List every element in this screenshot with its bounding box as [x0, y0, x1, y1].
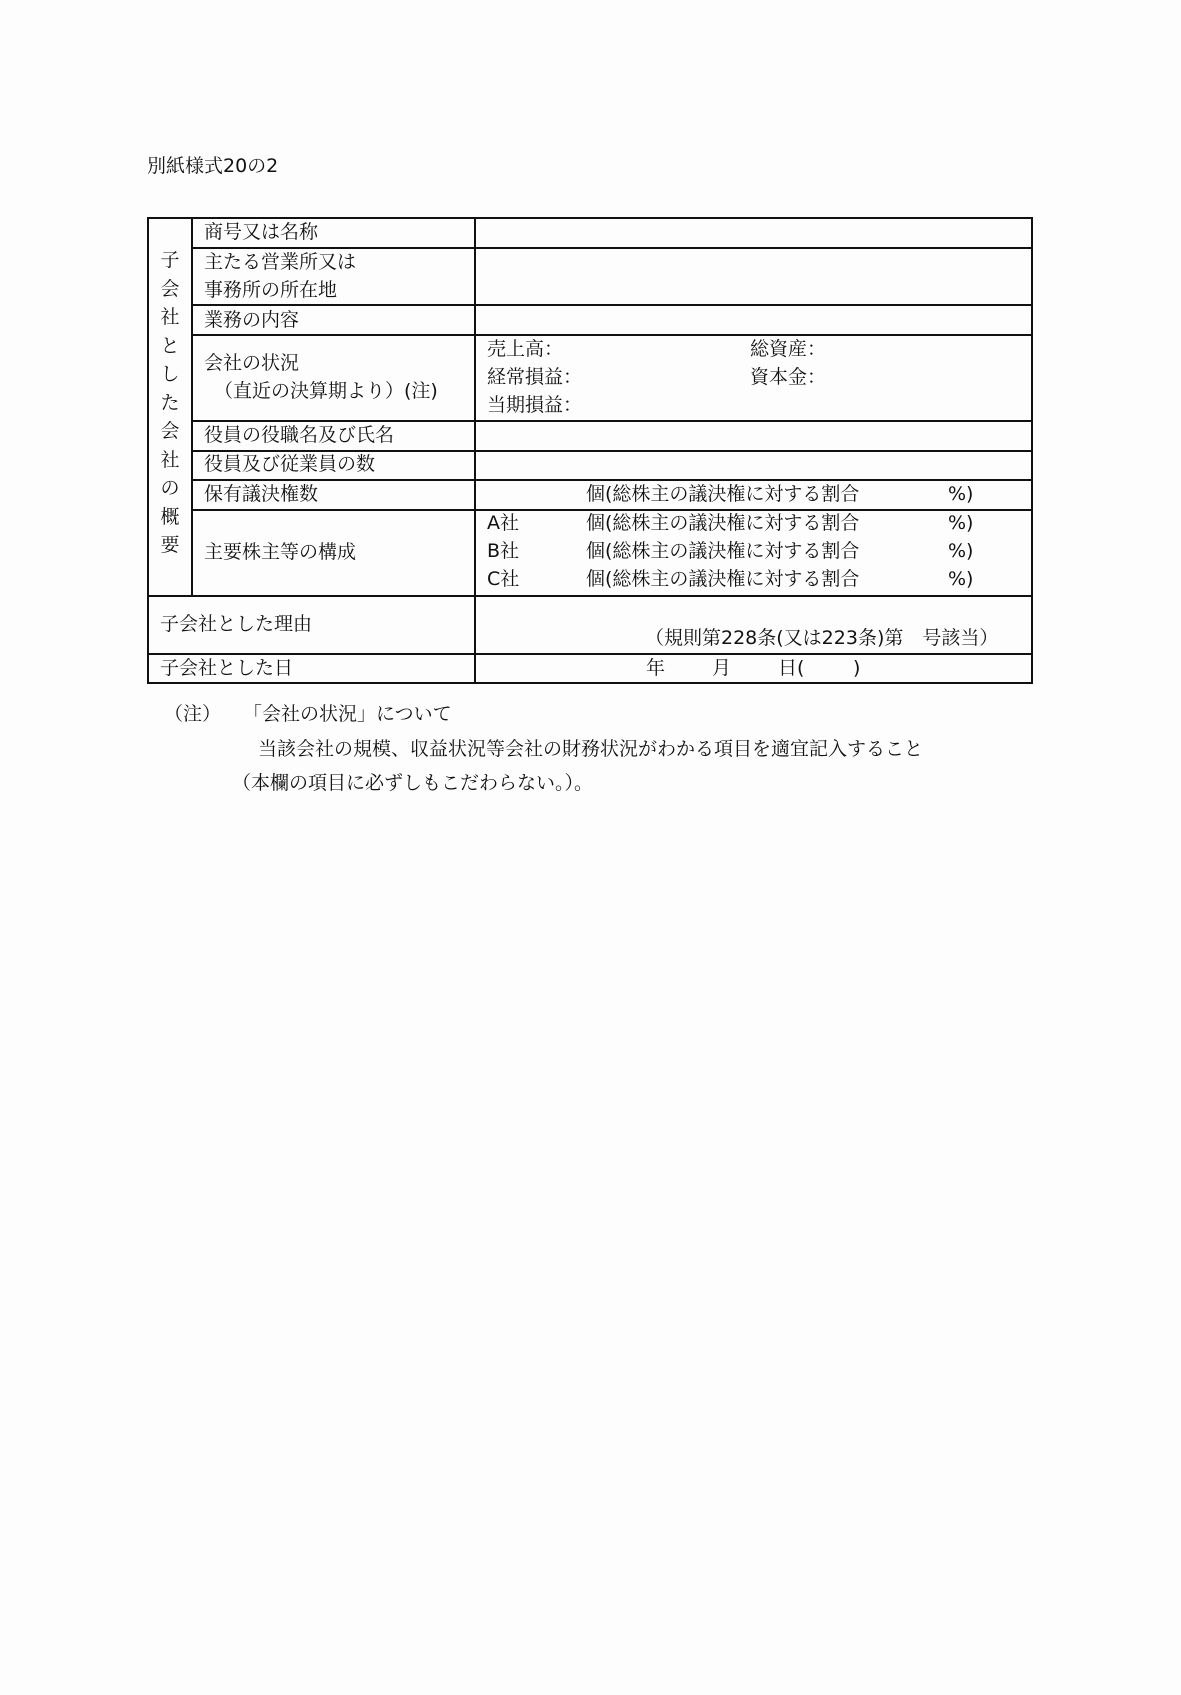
- label-net-profit: 当期損益：: [487, 394, 583, 416]
- field-business[interactable]: [477, 306, 1030, 334]
- voting-rights-units: 個(総株主の議決権に対する割合: [586, 483, 860, 505]
- row-divider: [147, 595, 1033, 597]
- field-officers[interactable]: [477, 422, 1030, 450]
- label-business: 業務の内容: [204, 309, 300, 331]
- form-number-heading: 別紙様式20の2: [147, 155, 279, 177]
- date-month: 月: [712, 657, 732, 679]
- label-date: 子会社とした日: [160, 657, 294, 679]
- label-total-assets: 総資産：: [750, 338, 827, 360]
- row-divider: [191, 479, 1033, 481]
- table-border-bottom: [147, 682, 1033, 684]
- shareholder-b-units: 個(総株主の議決権に対する割合: [586, 540, 860, 562]
- shareholder-b-company: B社: [487, 540, 520, 562]
- note-line-1: 当該会社の規模、収益状況等会社の財務状況がわかる項目を適宜記入すること: [258, 738, 924, 760]
- field-company-name[interactable]: [477, 219, 1030, 247]
- shareholder-a-pct: %): [948, 512, 974, 534]
- note-title: 「会社の状況」について: [243, 703, 452, 725]
- side-label-char: た: [160, 391, 180, 414]
- label-officers: 役員の役職名及び氏名: [204, 424, 395, 446]
- label-office-address-1: 主たる営業所又は: [204, 251, 357, 273]
- label-company-status-sub: （直近の決算期より）(注): [214, 380, 438, 402]
- side-label-char: 子: [160, 249, 180, 271]
- note-line-2: （本欄の項目に必ずしもこだわらない。）。: [232, 772, 594, 794]
- side-label-char: と: [160, 334, 180, 357]
- date-close: ): [853, 657, 861, 679]
- label-shareholders: 主要株主等の構成: [204, 541, 357, 563]
- field-office-address[interactable]: [477, 249, 1030, 304]
- row-divider: [191, 334, 1033, 336]
- label-employees: 役員及び従業員の数: [204, 453, 376, 475]
- shareholder-a-units: 個(総株主の議決権に対する割合: [586, 512, 860, 534]
- row-divider: [191, 509, 1033, 511]
- shareholder-c-company: C社: [487, 568, 520, 590]
- side-label-char: 要: [160, 534, 180, 556]
- side-label-char: 社: [160, 306, 180, 328]
- label-sales: 売上高：: [487, 338, 564, 360]
- date-day: 日(: [778, 657, 805, 679]
- voting-rights-pct: %): [948, 483, 974, 505]
- label-voting-rights: 保有議決権数: [204, 483, 319, 505]
- label-reason: 子会社とした理由: [160, 613, 313, 635]
- shareholder-c-pct: %): [948, 568, 974, 590]
- side-label-vertical: [148, 246, 192, 560]
- label-company-status: 会社の状況: [204, 352, 300, 374]
- label-ordinary-profit: 経常損益：: [487, 366, 583, 388]
- side-label-char: し: [160, 363, 180, 385]
- side-label-char: 会: [160, 277, 180, 300]
- date-year: 年: [646, 657, 666, 679]
- field-employees[interactable]: [477, 452, 1030, 479]
- shareholder-a-company: A社: [487, 512, 519, 534]
- side-label-char: の: [160, 477, 180, 499]
- label-company-name: 商号又は名称: [204, 221, 319, 243]
- reason-rule-reference: （規則第228条(又は223条)第 号該当）: [645, 627, 999, 649]
- side-label-char: 社: [160, 448, 180, 471]
- label-capital: 資本金：: [750, 366, 827, 388]
- side-label-char: 概: [160, 505, 180, 528]
- side-label-char: 会: [160, 420, 180, 442]
- label-office-address-2: 事務所の所在地: [204, 279, 338, 301]
- shareholder-c-units: 個(総株主の議決権に対する割合: [586, 568, 860, 590]
- shareholder-b-pct: %): [948, 540, 974, 562]
- note-marker: （注）: [164, 703, 222, 725]
- row-divider: [147, 653, 1033, 655]
